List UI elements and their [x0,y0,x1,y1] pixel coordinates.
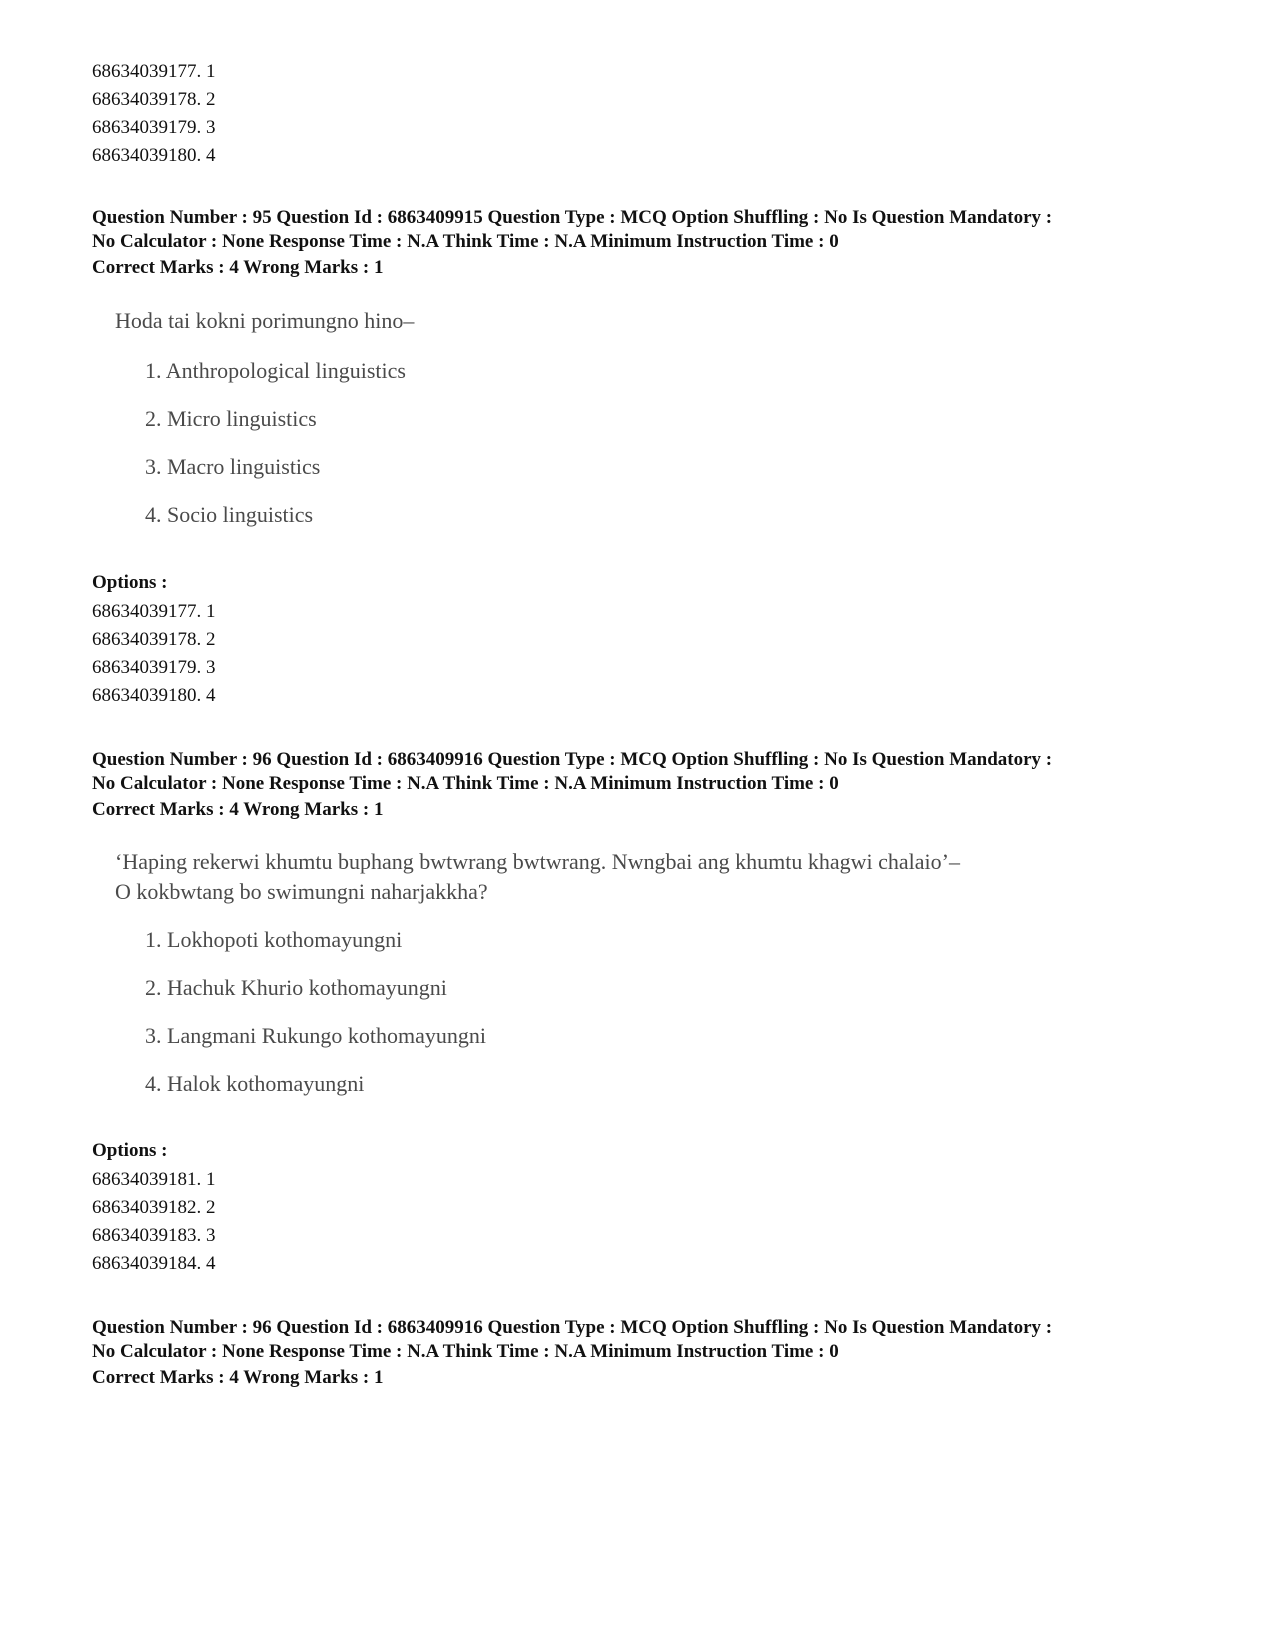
option-item: 68634039180. 4 [92,145,216,166]
option-item: 68634039178. 2 [92,89,216,110]
q96-options-label: Options : [92,1140,168,1161]
option-item: 68634039181. 1 [92,1169,216,1190]
q96b-meta [92,1316,1052,1364]
q96-marks: Correct Marks : 4 Wrong Marks : 1 [92,799,384,820]
q96-meta [92,748,1052,796]
q95-meta-line2: No Calculator : None Response Time : N.A Think Time : N.A Minimum Instruction Time : 0 [92,231,839,252]
option-item: 68634039179. 3 [92,117,216,138]
q96b-marks: Correct Marks : 4 Wrong Marks : 1 [92,1367,384,1388]
option-item: 68634039183. 3 [92,1225,216,1246]
q96-meta-line1: Question Number : 96 Question Id : 6863409916 Question Type : MCQ Option Shuffling : No Is Question Mandatory : [92,749,1053,770]
q95-choice-3: 3. Macro linguistics [145,454,321,479]
q96-question-image [115,847,960,1097]
q95-stem: Hoda tai kokni porimungno hino– [115,308,415,333]
q95-options-label: Options : [92,572,168,593]
q95-meta [92,206,1052,254]
option-item: 68634039177. 1 [92,601,216,622]
q95-choice-4: 4. Socio linguistics [145,502,314,527]
option-item: 68634039178. 2 [92,629,216,650]
q96-stem-line1: ‘Haping rekerwi khumtu buphang bwtwrang bwtwrang. Nwngbai ang khumtu khagwi chalaio’– [115,849,960,874]
q96b-meta-line2: No Calculator : None Response Time : N.A Think Time : N.A Minimum Instruction Time : 0 [92,1341,839,1362]
q95-marks: Correct Marks : 4 Wrong Marks : 1 [92,257,384,278]
option-item: 68634039177. 1 [92,61,216,82]
top-options-list [92,58,216,170]
q96-options-list [92,1166,216,1278]
q96-stem-line2: O kokbwtang bo swimungni naharjakkha? [115,879,488,904]
q96-choice-1: 1. Lokhopoti kothomayungni [145,927,403,952]
q95-options-list [92,598,216,710]
q95-question-image [115,306,414,528]
q96b-meta-line1: Question Number : 96 Question Id : 6863409916 Question Type : MCQ Option Shuffling : No Is Question Mandatory : [92,1317,1053,1338]
q95-choice-1: 1. Anthropological linguistics [145,358,406,383]
q95-meta-line1: Question Number : 95 Question Id : 6863409915 Question Type : MCQ Option Shuffling : No Is Question Mandatory : [92,207,1053,228]
q95-choice-2: 2. Micro linguistics [145,406,317,431]
option-item: 68634039182. 2 [92,1197,216,1218]
option-item: 68634039179. 3 [92,657,216,678]
q96-choice-4: 4. Halok kothomayungni [145,1071,365,1096]
q96-choice-3: 3. Langmani Rukungo kothomayungni [145,1023,486,1048]
q96-meta-line2: No Calculator : None Response Time : N.A Think Time : N.A Minimum Instruction Time : 0 [92,773,839,794]
option-item: 68634039180. 4 [92,685,216,706]
q96-choice-2: 2. Hachuk Khurio kothomayungni [145,975,447,1000]
option-item: 68634039184. 4 [92,1253,216,1274]
